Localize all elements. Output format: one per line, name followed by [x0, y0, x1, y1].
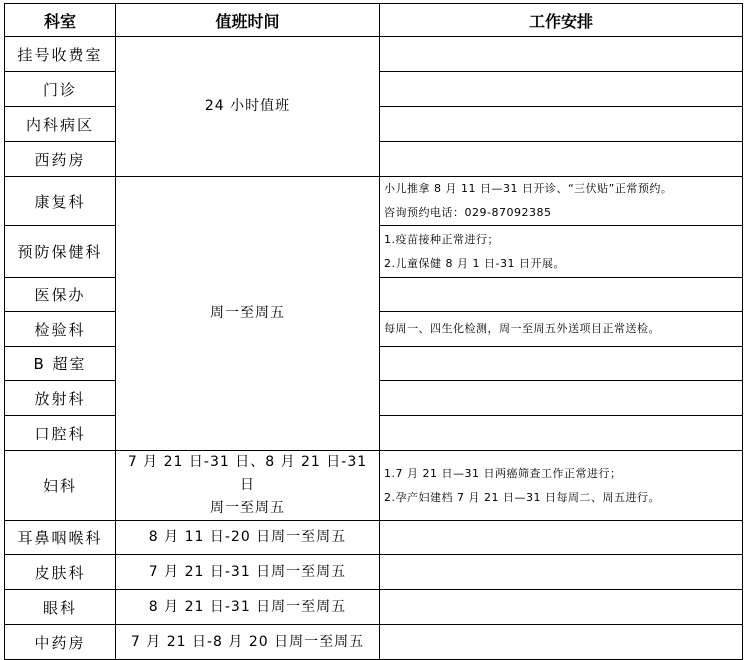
arrangement-cell: [380, 555, 743, 590]
dept-cell: 放射科: [5, 381, 116, 416]
arrangement-line: 每周一、四生化检测，周一至周五外送项目正常送检。: [384, 322, 660, 335]
table-row: [5, 590, 743, 625]
schedule-table: [4, 3, 743, 660]
dept-cell: 康复科: [5, 177, 116, 226]
dept-cell: 医保办: [5, 278, 116, 312]
table-row: [5, 451, 743, 521]
arrangement-line: 1.疫苗接种正常进行；: [384, 232, 499, 246]
arrangement-cell: [380, 226, 743, 278]
arrangement-cell: [380, 521, 743, 555]
dept-cell: 内科病区: [5, 107, 116, 142]
arrangement-line: 1.7 月 21 日—31 日两癌筛查工作正常进行；: [384, 466, 622, 480]
time-line: 周一至周五: [210, 500, 285, 516]
arrangement-line: 小儿推拿 8 月 11 日—31 日开诊、“三伏贴”正常预约。: [384, 182, 673, 195]
header-dept: 科室: [5, 4, 116, 37]
header-arrangement: 工作安排: [380, 4, 743, 37]
time-cell: 8 月 11 日-20 日周一至周五: [116, 521, 380, 555]
dept-cell: 检验科: [5, 312, 116, 347]
arrangement-cell: [380, 177, 743, 226]
header-time: 值班时间: [116, 4, 380, 37]
time-line: 7 月 21 日-31 日、8 月 21 日-31 日: [127, 454, 368, 493]
arrangement-cell: [380, 142, 743, 177]
table-header-row: [5, 4, 743, 37]
time-cell: [116, 451, 380, 521]
time-cell: 7 月 21 日-8 月 20 日周一至周五: [116, 625, 380, 660]
arrangement-cell: [380, 312, 743, 347]
dept-cell: 耳鼻咽喉科: [5, 521, 116, 555]
arrangement-cell: [380, 107, 743, 142]
arrangement-line: 2.孕产妇建档 7 月 21 日—31 日每周二、周五进行。: [384, 490, 660, 504]
arrangement-line: 2.儿童保健 8 月 1 日-31 日开展。: [384, 256, 565, 270]
dept-cell: 眼科: [5, 590, 116, 625]
table-row: [5, 625, 743, 660]
dept-cell: 皮肤科: [5, 555, 116, 590]
arrangement-cell: [380, 625, 743, 660]
dept-cell: 西药房: [5, 142, 116, 177]
arrangement-cell: [380, 347, 743, 381]
table-row: [5, 177, 743, 226]
dept-cell: B 超室: [5, 347, 116, 381]
table-row: [5, 521, 743, 555]
dept-cell: 门诊: [5, 72, 116, 107]
arrangement-cell: [380, 278, 743, 312]
table-row: [5, 555, 743, 590]
table-row: [5, 37, 743, 72]
time-cell-weekdays: 周一至周五: [116, 177, 380, 451]
arrangement-line: 咨询预约电话：029-87092385: [384, 206, 552, 219]
arrangement-cell: [380, 37, 743, 72]
arrangement-cell: [380, 590, 743, 625]
dept-cell: 挂号收费室: [5, 37, 116, 72]
arrangement-cell: [380, 72, 743, 107]
arrangement-cell: [380, 381, 743, 416]
arrangement-cell: [380, 416, 743, 451]
dept-cell: 预防保健科: [5, 226, 116, 278]
dept-cell: 口腔科: [5, 416, 116, 451]
arrangement-cell: [380, 451, 743, 521]
dept-cell: 中药房: [5, 625, 116, 660]
time-cell: 8 月 21 日-31 日周一至周五: [116, 590, 380, 625]
dept-cell: 妇科: [5, 451, 116, 521]
time-cell: 7 月 21 日-31 日周一至周五: [116, 555, 380, 590]
time-cell-24h: 24 小时值班: [116, 37, 380, 177]
